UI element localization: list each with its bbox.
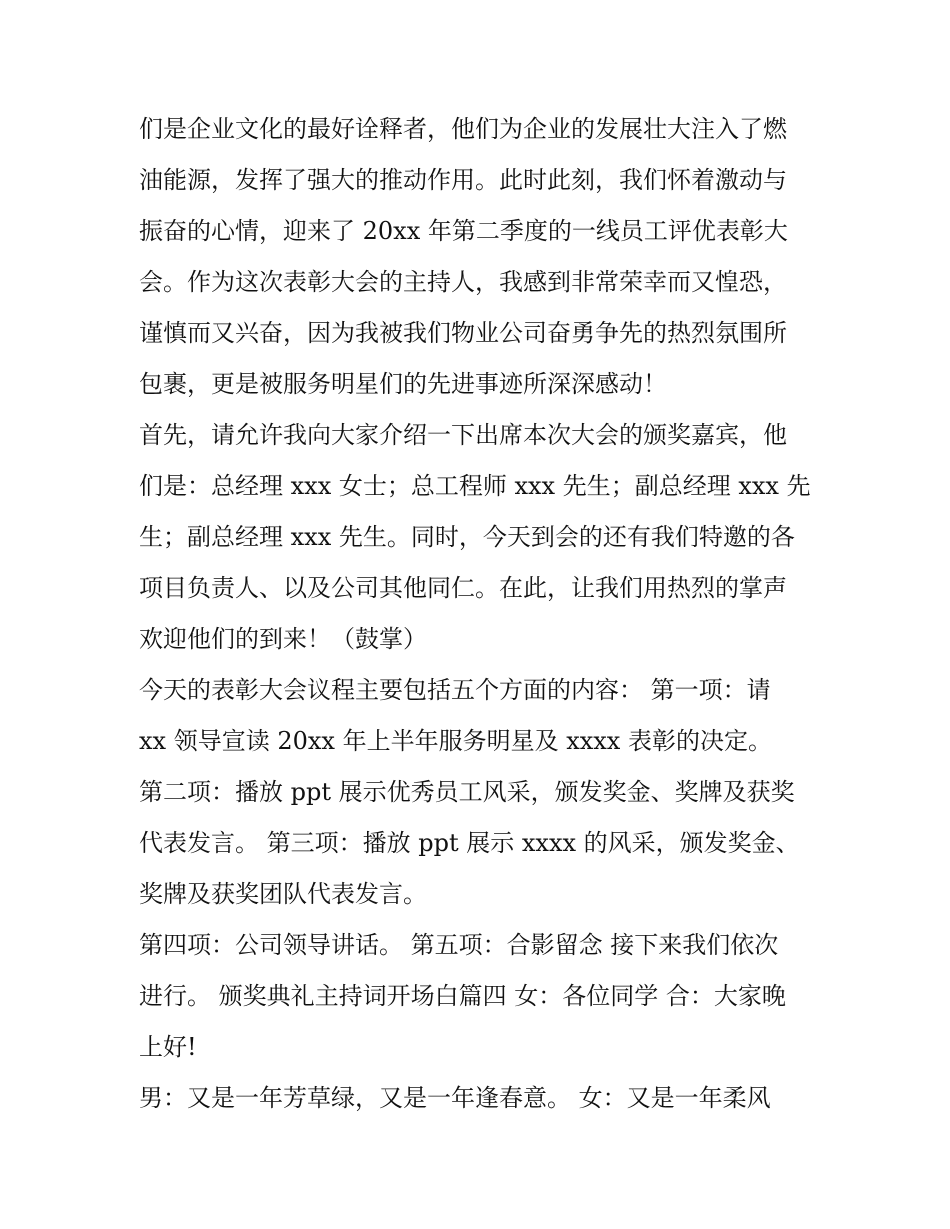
text-line: 进行。 颁奖典礼主持词开场白篇四 女：各位同学 合：大家晚: [139, 982, 786, 1010]
text-line: 奖牌及获奖团队代表发言。: [139, 880, 427, 908]
text-line: 谨慎而又兴奋，因为我被我们物业公司奋勇争先的热烈氛围所: [139, 319, 787, 347]
text-line: 项目负责人、以及公司其他同仁。在此，让我们用热烈的掌声: [139, 574, 787, 602]
text-line: 男：又是一年芳草绿，又是一年逢春意。 女：又是一年柔风: [139, 1084, 771, 1112]
text-line: 代表发言。 第三项：播放 ppt 展示 xxxx 的风采，颁发奖金、: [139, 829, 800, 857]
text-line: 生；副总经理 xxx 先生。同时，今天到会的还有我们特邀的各: [139, 523, 795, 551]
text-line: 们是企业文化的最好诠释者，他们为企业的发展壮大注入了燃: [139, 115, 787, 143]
text-line: 油能源，发挥了强大的推动作用。此时此刻，我们怀着激动与: [139, 166, 787, 194]
text-line: 上好!: [139, 1033, 197, 1061]
text-line: 欢迎他们的到来！（鼓掌）: [139, 625, 427, 653]
text-line: 首先，请允许我向大家介绍一下出席本次大会的颁奖嘉宾，他: [139, 421, 787, 449]
text-line: 振奋的心情，迎来了 20xx 年第二季度的一线员工评优表彰大: [139, 217, 788, 245]
text-line: 们是：总经理 xxx 女士；总工程师 xxx 先生；副总经理 xxx 先: [139, 472, 811, 500]
text-line: 第二项：播放 ppt 展示优秀员工风采，颁发奖金、奖牌及获奖: [139, 778, 795, 806]
text-line: 会。作为这次表彰大会的主持人，我感到非常荣幸而又惶恐，: [139, 268, 787, 296]
document-body: [139, 104, 819, 1124]
text-line: 今天的表彰大会议程主要包括五个方面的内容： 第一项：请: [139, 676, 771, 704]
text-line: 第四项：公司领导讲话。 第五项：合影留念 接下来我们依次: [139, 931, 779, 959]
text-line: xx 领导宣读 20xx 年上半年服务明星及 xxxx 表彰的决定。: [139, 727, 772, 755]
text-line: 包裹，更是被服务明星们的先进事迹所深深感动！: [139, 370, 667, 398]
